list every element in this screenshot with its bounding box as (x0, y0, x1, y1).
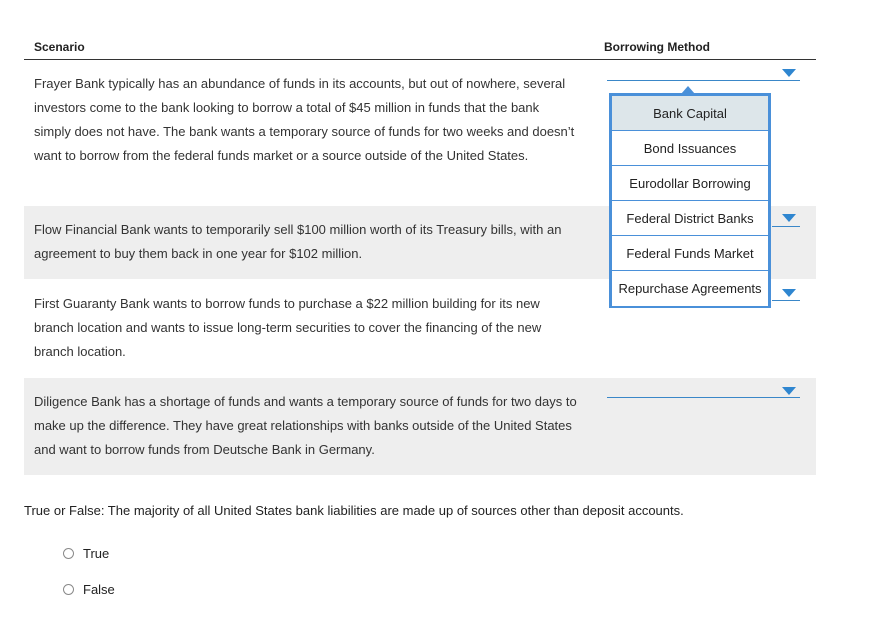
borrowing-method-select-4[interactable] (607, 397, 800, 398)
option-repurchase-agreements[interactable]: Repurchase Agreements (612, 271, 768, 306)
option-bank-capital[interactable]: Bank Capital (612, 96, 768, 131)
option-eurodollar-borrowing[interactable]: Eurodollar Borrowing (612, 166, 768, 201)
radio-option-true[interactable] (63, 546, 109, 561)
scenario-text: Frayer Bank typically has an abundance of funds in its accounts, but out of nowhere, several investors come to the bank looking to borrow a total of $45 million in funds that the bank simply does not have. The bank wants a temporary source of funds for two weeks and doesn’t want to borrow from the federal funds market or a source outside of the United States. (34, 76, 575, 163)
header-borrowing-method: Borrowing Method (604, 40, 710, 54)
chevron-down-icon[interactable] (782, 289, 796, 297)
option-bond-issuances[interactable]: Bond Issuances (612, 131, 768, 166)
scenario-row-4 (24, 378, 816, 475)
borrowing-method-select-1[interactable] (607, 80, 800, 81)
radio-label: True (83, 546, 110, 561)
borrowing-method-select-2[interactable] (772, 226, 800, 227)
radio-option-false[interactable] (63, 582, 115, 597)
header-scenario: Scenario (34, 40, 85, 54)
option-federal-funds-market[interactable]: Federal Funds Market (612, 236, 768, 271)
table-header (24, 40, 816, 60)
chevron-down-icon[interactable] (782, 214, 796, 222)
chevron-down-icon[interactable] (782, 69, 796, 77)
radio-button[interactable] (63, 584, 74, 595)
borrowing-method-select-3[interactable] (772, 300, 800, 301)
scenario-text: First Guaranty Bank wants to borrow funds to purchase a $22 million building for its new branch location and wants to issue long-term securities to cover the financing of the new branch location. (34, 296, 542, 359)
chevron-down-icon[interactable] (782, 387, 796, 395)
radio-button[interactable] (63, 548, 74, 559)
scenario-text: Flow Financial Bank wants to temporarily sell $100 million worth of its Treasury bills, with an agreement to buy them back in one year for $102 million. (34, 222, 562, 261)
scenario-text: Diligence Bank has a shortage of funds and wants a temporary source of funds for two days to make up the difference. They have great relationships with banks outside of the United States and want to borrow funds from Deutsche Bank in Germany. (34, 394, 577, 457)
radio-label: False (83, 582, 115, 597)
question-text: True or False: The majority of all United States bank liabilities are made up of sources other than deposit accounts. (24, 503, 684, 518)
option-federal-district-banks[interactable]: Federal District Banks (612, 201, 768, 236)
borrowing-method-dropdown (609, 93, 771, 308)
